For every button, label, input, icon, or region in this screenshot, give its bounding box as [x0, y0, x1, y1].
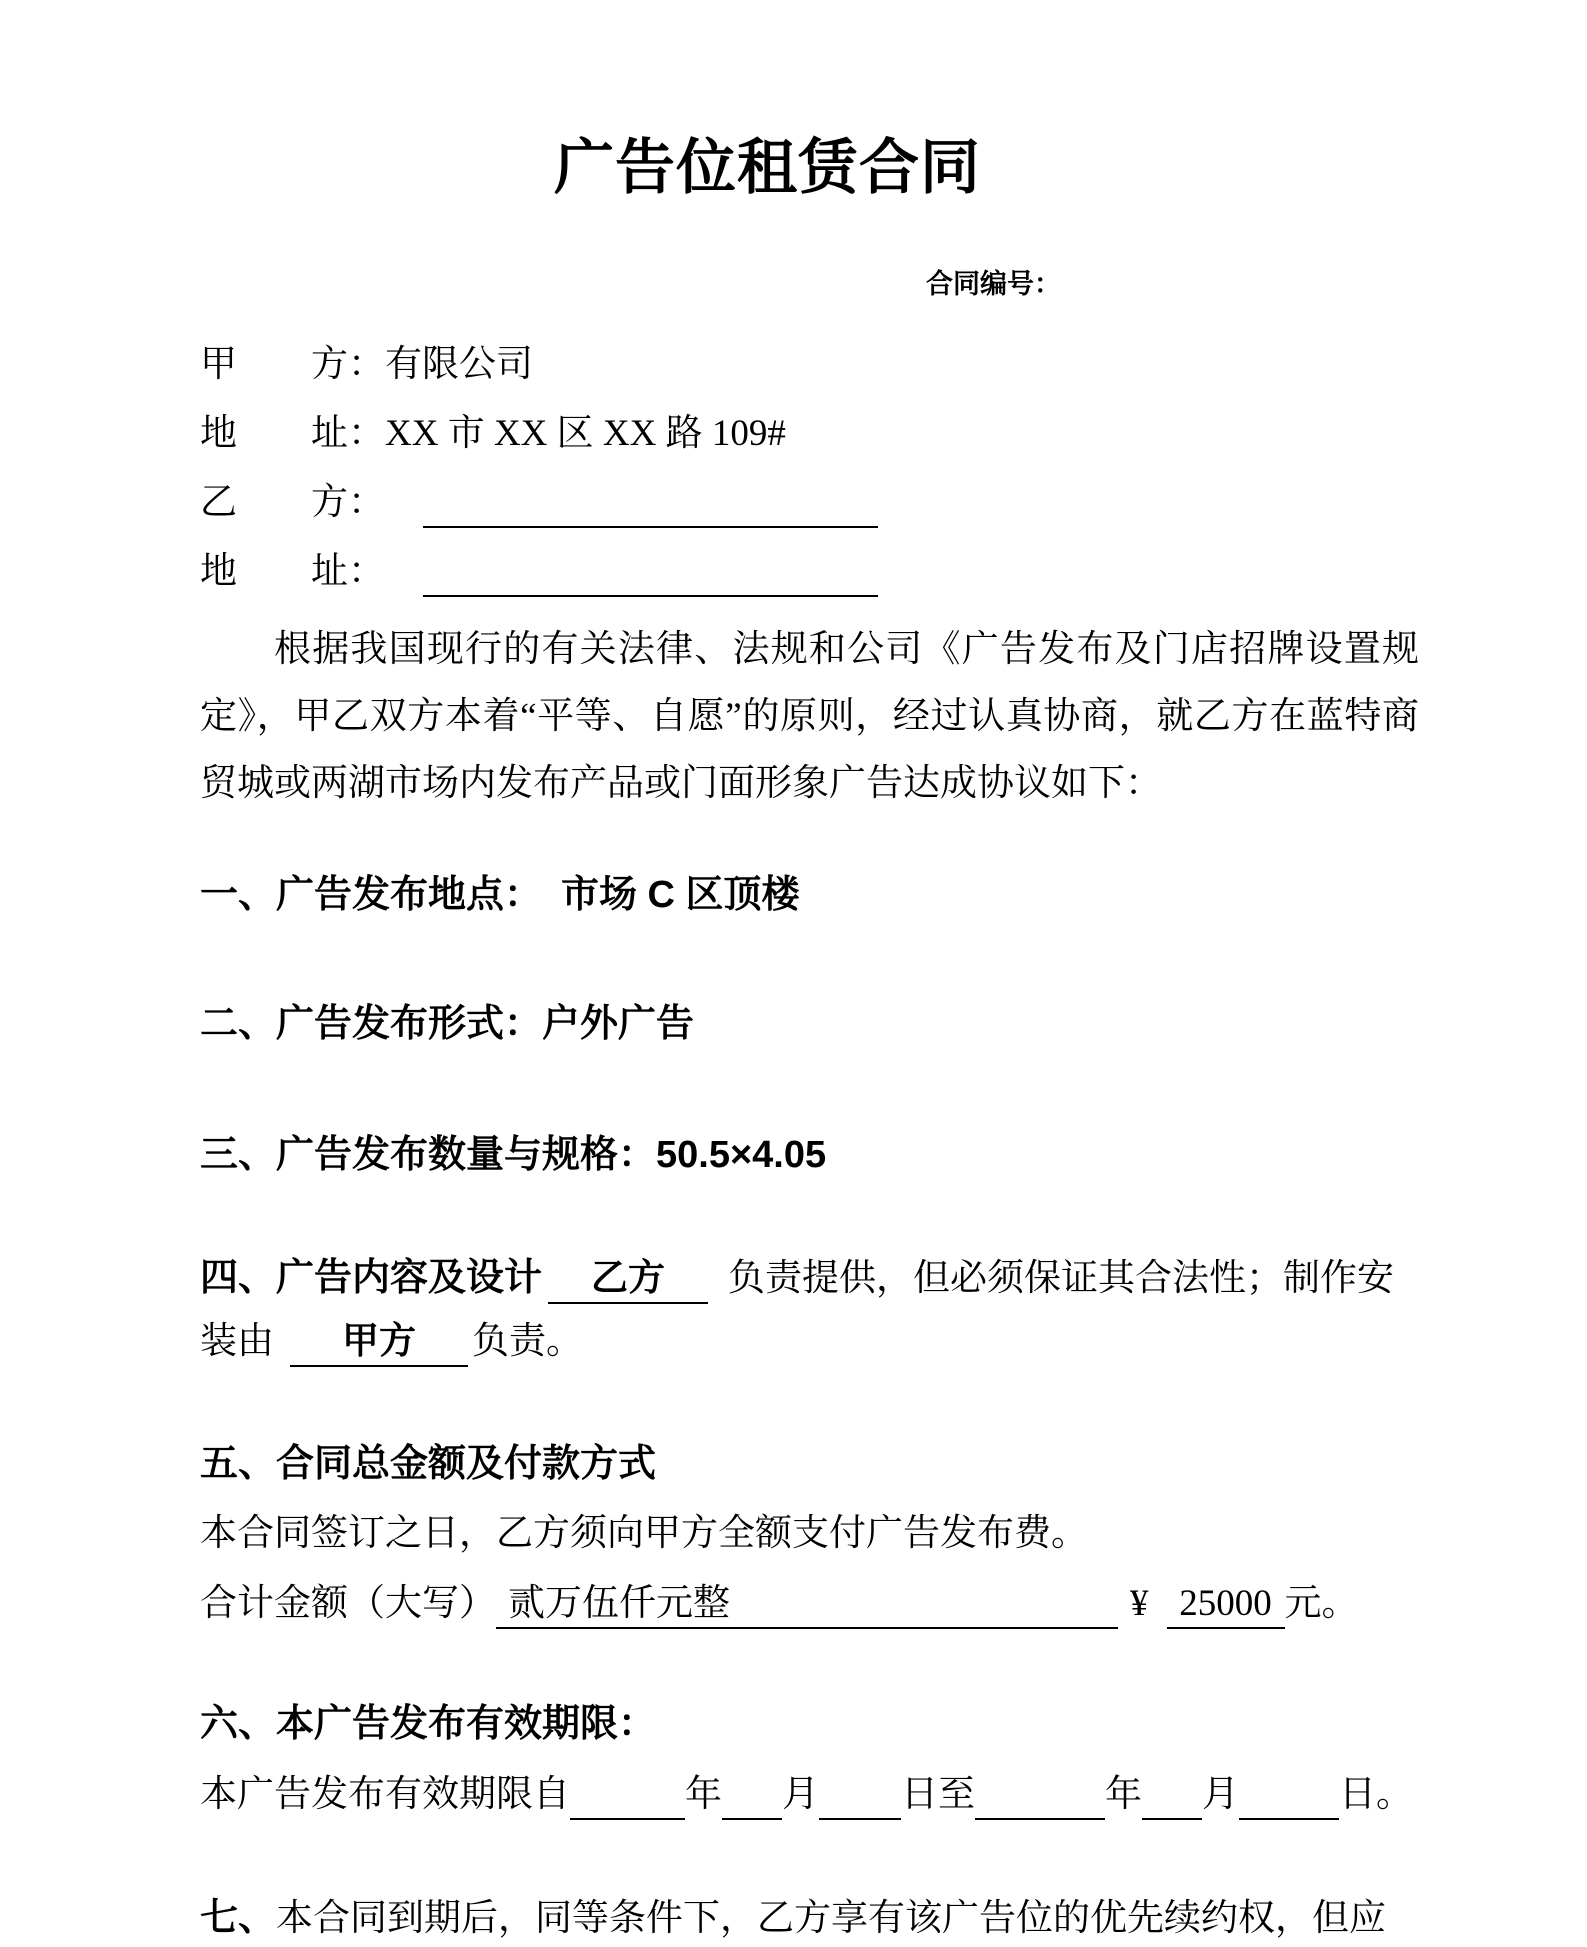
preamble-paragraph: 根据我国现行的有关法律、法规和公司《广告发布及门店招牌设置规定》，甲乙双方本着“平等、自愿”的原则，经过认真协商，就乙方在蓝特商贸城或两湖市场内发布产品或门面形象广告达成协议如下：	[200, 629, 1419, 804]
validity-period-row	[200, 1772, 1413, 1820]
total-amount-row	[200, 1581, 1359, 1629]
party-b-row	[200, 480, 878, 528]
page-title: 广告位租赁合同	[554, 134, 981, 201]
contract-number-label: 合同编号：	[926, 269, 1061, 299]
end-day-label: 日。	[1339, 1774, 1413, 1815]
installer-blank: 甲方	[290, 1319, 468, 1367]
section-7-row	[200, 1895, 1386, 1942]
content-provider-blank: 乙方	[548, 1256, 708, 1304]
party-a-label: 甲 方：	[200, 344, 385, 385]
address-b-row	[200, 549, 878, 597]
section-2-ad-format: 二、广告发布形式：户外广告	[200, 1003, 695, 1045]
start-month-blank	[722, 1772, 782, 1820]
section-6-number: 六、	[200, 1703, 277, 1745]
currency-symbol: ¥	[1130, 1583, 1149, 1624]
amount-in-words-blank: 贰万伍仟元整	[496, 1581, 1118, 1629]
end-month-blank	[1142, 1772, 1202, 1820]
section-4-text-2: 装由	[200, 1321, 274, 1362]
section-5-heading-row	[200, 1441, 656, 1488]
address-b-label: 地 址：	[200, 551, 385, 592]
section-4-heading: 四、广告内容及设计	[200, 1257, 543, 1299]
section-4-text-3: 负责。	[472, 1321, 583, 1362]
section-6-heading-row	[200, 1701, 656, 1748]
address-a-row	[200, 411, 786, 457]
end-month-label: 月	[1202, 1774, 1239, 1815]
amount-unit: 元。	[1284, 1583, 1359, 1624]
section-7-body: 本合同到期后，同等条件下，乙方享有该广告位的优先续约权，但应	[276, 1898, 1387, 1939]
party-a-value: 有限公司	[385, 344, 533, 385]
start-year-label: 年	[685, 1774, 722, 1815]
amount-digits-blank: 25000	[1167, 1581, 1285, 1629]
section-6-heading: 本广告发布有效期限：	[276, 1703, 657, 1745]
validity-prefix: 本广告发布有效期限自	[200, 1774, 570, 1815]
section-7-number: 七、	[200, 1897, 277, 1939]
end-year-blank	[975, 1772, 1105, 1820]
party-b-label: 乙 方：	[200, 482, 385, 523]
end-day-blank	[1239, 1772, 1339, 1820]
party-a-row	[200, 342, 533, 388]
total-amount-label: 合计金额（大写）	[200, 1583, 496, 1624]
section-4-line-1	[200, 1255, 1394, 1304]
start-day-blank	[819, 1772, 901, 1820]
address-a-value: XX 市 XX 区 XX 路 109#	[385, 413, 786, 454]
address-a-label: 地 址：	[200, 413, 385, 454]
section-3-ad-quantity-spec: 三、广告发布数量与规格：50.5×4.05	[200, 1134, 827, 1176]
section-4-line-2	[200, 1319, 583, 1367]
party-b-blank-line	[423, 480, 878, 528]
section-5-heading: 合同总金额及付款方式	[276, 1443, 657, 1485]
start-day-to-label: 日至	[901, 1774, 975, 1815]
end-year-label: 年	[1105, 1774, 1142, 1815]
address-b-blank-line	[423, 549, 878, 597]
section-5-number: 五、	[200, 1443, 277, 1485]
section-1-ad-location: 一、广告发布地点： 市场 C 区顶楼	[200, 874, 800, 916]
payment-clause: 本合同签订之日，乙方须向甲方全额支付广告发布费。	[200, 1513, 1088, 1554]
start-year-blank	[570, 1772, 685, 1820]
section-4-text-1: 负责提供，但必须保证其合法性；制作安	[728, 1258, 1395, 1299]
start-month-label: 月	[782, 1774, 819, 1815]
